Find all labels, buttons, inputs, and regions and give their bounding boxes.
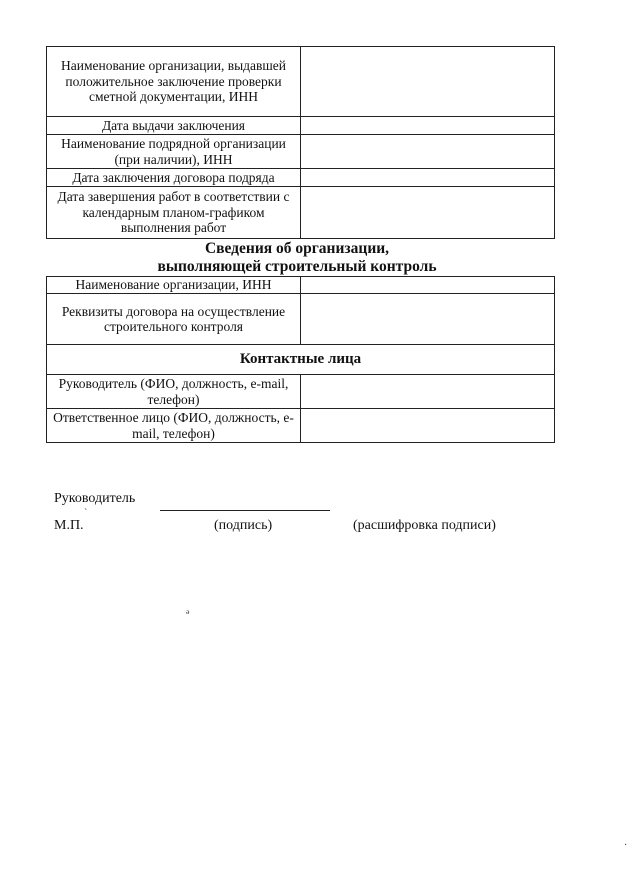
row-label-completion-date: Дата завершения работ в соответствии с календарным планом-графиком выполнения работ xyxy=(47,187,301,239)
table-row xyxy=(47,117,555,135)
scan-mark: ₔ xyxy=(186,601,190,616)
row-value-conclusion-date xyxy=(301,117,555,135)
scan-speck: ˋ xyxy=(84,508,88,519)
table-row xyxy=(47,187,555,239)
table-row xyxy=(47,169,555,187)
section-heading-line1: Сведения об организации, xyxy=(204,240,390,257)
table-row xyxy=(47,135,555,169)
contacts-heading: Контактные лица xyxy=(47,345,555,375)
construction-control-table xyxy=(46,276,555,443)
row-value-head-contact xyxy=(301,375,555,409)
table-row xyxy=(47,277,555,294)
row-label-contractor-org: Наименование подрядной организации (при наличии), ИНН xyxy=(47,135,301,169)
row-label-head-contact: Руководитель (ФИО, должность, e-mail, телефон) xyxy=(47,375,301,409)
row-label-responsible-contact: Ответственное лицо (ФИО, должность, e-mail, телефон) xyxy=(47,409,301,443)
table-row xyxy=(47,294,555,345)
row-value-contract-date xyxy=(301,169,555,187)
stamp-label: М.П. xyxy=(54,518,84,533)
row-value-control-contract xyxy=(301,294,555,345)
section-heading-line2: выполняющей строительный контроль xyxy=(157,258,437,275)
row-label-expertise-org: Наименование организации, выдавшей положительное заключение проверки сметной документации, ИНН xyxy=(47,47,301,117)
table-row xyxy=(47,345,555,375)
row-value-control-org xyxy=(301,277,555,294)
signature-line xyxy=(160,510,330,511)
scan-speck: · xyxy=(624,840,628,851)
table-row xyxy=(47,47,555,117)
decoding-caption: (расшифровка подписи) xyxy=(353,518,496,533)
contractor-info-table xyxy=(46,46,555,239)
row-value-completion-date xyxy=(301,187,555,239)
row-value-expertise-org xyxy=(301,47,555,117)
row-label-control-org: Наименование организации, ИНН xyxy=(47,277,301,294)
table-row xyxy=(47,409,555,443)
row-label-conclusion-date: Дата выдачи заключения xyxy=(47,117,301,135)
signature-caption: (подпись) xyxy=(214,518,273,533)
row-label-control-contract: Реквизиты договора на осуществление строительного контроля xyxy=(47,294,301,345)
table-row xyxy=(47,375,555,409)
head-label: Руководитель xyxy=(54,491,136,506)
row-value-contractor-org xyxy=(301,135,555,169)
row-value-responsible-contact xyxy=(301,409,555,443)
row-label-contract-date: Дата заключения договора подряда xyxy=(47,169,301,187)
